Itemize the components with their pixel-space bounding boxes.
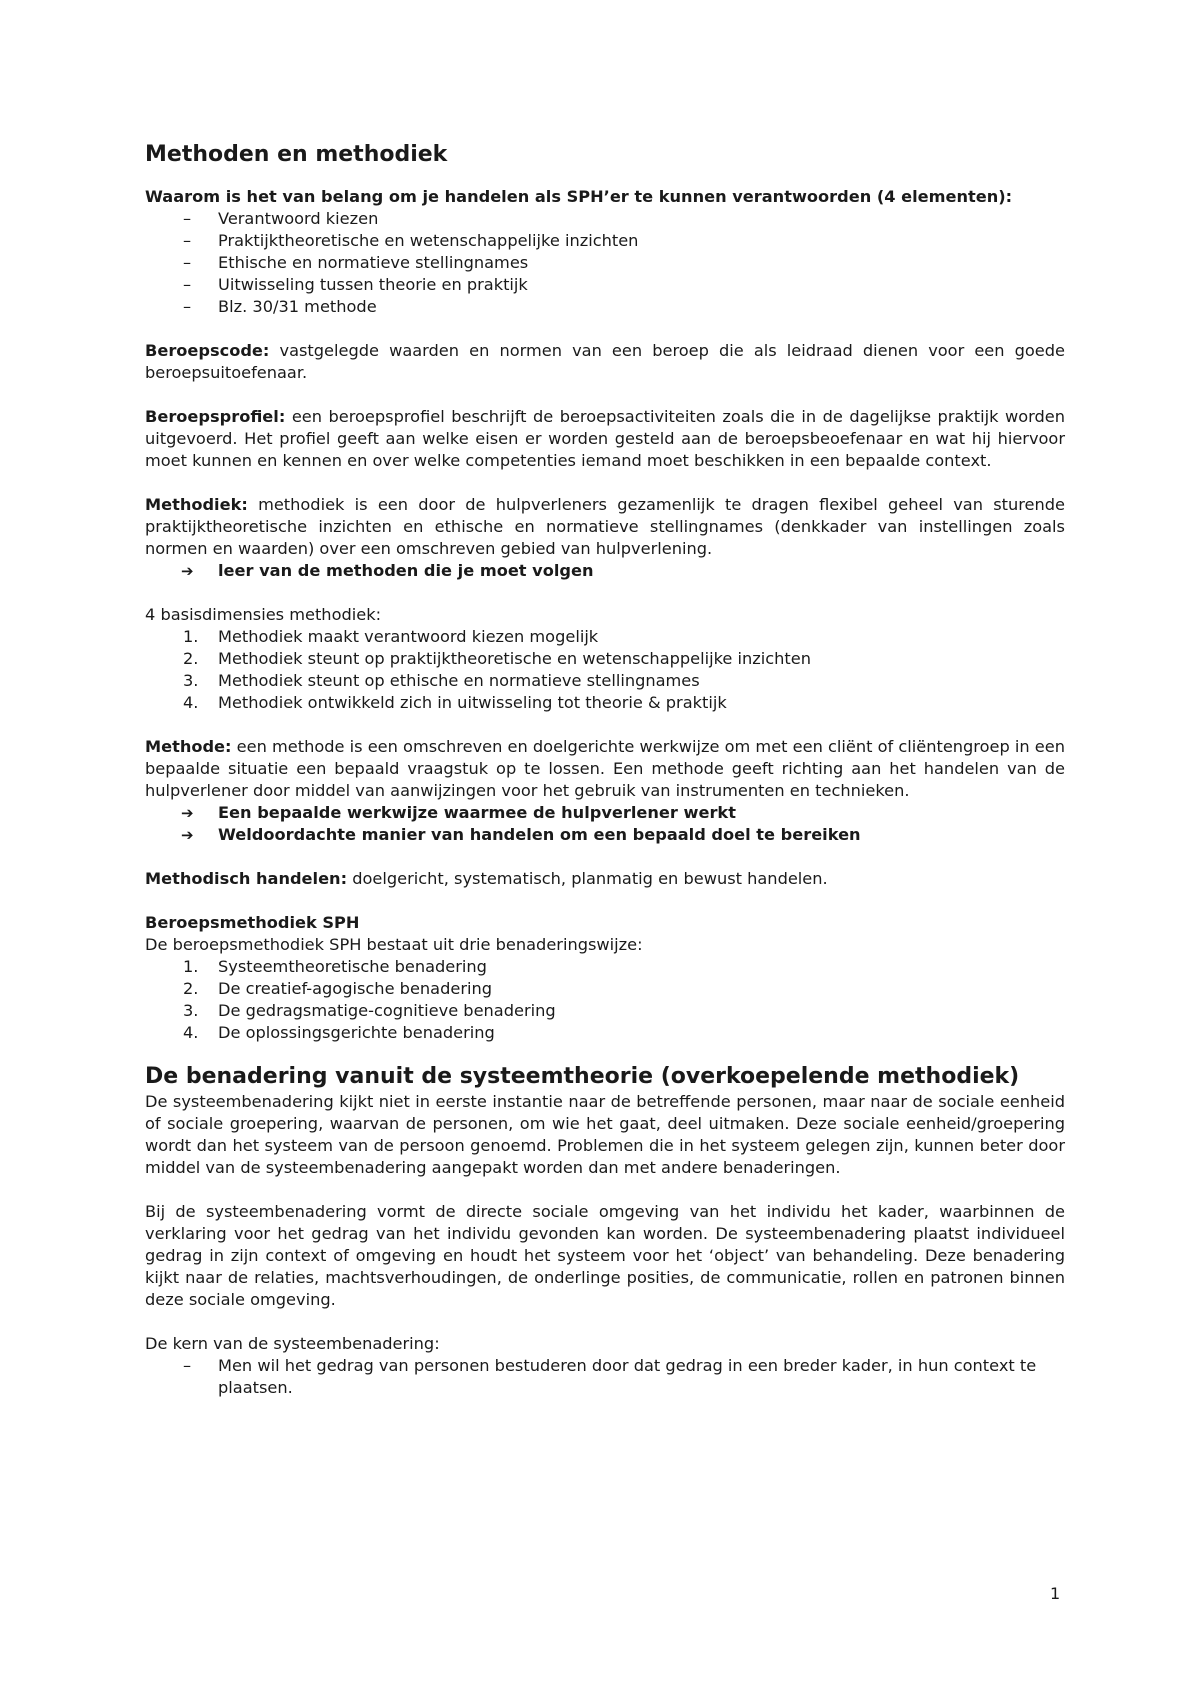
page-title: Methoden en methodiek [145, 142, 448, 167]
page-number: 1 [1050, 1584, 1061, 1603]
term: Beroepscode: [145, 341, 270, 360]
list-item: – Blz. 30/31 methode [183, 297, 377, 316]
list-item: – Verantwoord kiezen [183, 209, 379, 228]
list-item: 4. De oplossingsgerichte benadering [183, 1023, 495, 1042]
list-item: 3. Methodiek steunt op ethische en normatieve stellingnames [183, 671, 700, 690]
arrow-right-icon: ➔ [181, 562, 194, 580]
basisdimensies-label: 4 basisdimensies methodiek: [145, 605, 382, 624]
systeem-paragraph-1: De systeembenadering kijkt niet in eerste instantie naar de betreffende personen, maar naar de sociale eenheid of sociale groepering, waarvan de personen, om wie het gaat, deel uitmaken. Deze sociale eenheid/groepering wordt dan het systeem van de persoon genoemd. Problemen die in het systeem gelegen zijn, kunnen beter door middel van de systeembenadering aangepakt worden dan met andere benaderingen. [145, 1092, 1065, 1177]
methode-arrow-list [145, 802, 1065, 846]
term: Methode: [145, 737, 232, 756]
list-item: 1. Systeemtheoretische benadering [183, 957, 487, 976]
list-item: – Men wil het gedrag van personen bestuderen door dat gedrag in een breder kader, in hun context te plaatsen. [183, 1356, 1037, 1397]
arrow-right-icon: ➔ [181, 804, 194, 822]
methodisch-paragraph: Methodisch handelen: doelgericht, systematisch, planmatig en bewust handelen. [145, 869, 828, 888]
beroepsprofiel-paragraph: Beroepsprofiel: een beroepsprofiel beschrijft de beroepsactiviteiten zoals die in de dagelijkse praktijk worden uitgevoerd. Het profiel geeft aan welke eisen er worden gesteld aan de beroepsbeoefenaar en wat hij hiervoor moet kunnen en kennen en over welke competenties iemand moet beschikken in een bepaalde context. [145, 407, 1065, 470]
dash-bullet: – [183, 297, 192, 316]
list-item: 3. De gedragsmatige-cognitieve benadering [183, 1001, 556, 1020]
dash-bullet: – [183, 253, 192, 272]
basisdimensies-list [145, 626, 1065, 714]
beroepscode-paragraph: Beroepscode: vastgelegde waarden en normen van een beroep die als leidraad dienen voor een goede beroepsuitoefenaar. [145, 341, 1065, 382]
systeem-kern-label: De kern van de systeembenadering: [145, 1334, 440, 1353]
beroepsmethodiek-heading: Beroepsmethodiek SPH [145, 913, 360, 932]
systeem-kern-list [145, 1355, 1065, 1399]
dash-bullet: – [183, 275, 192, 294]
intro-heading: Waarom is het van belang om je handelen als SPH’er te kunnen verantwoorden (4 elementen): [145, 187, 1013, 206]
list-item: 4. Methodiek ontwikkeld zich in uitwisseling tot theorie & praktijk [183, 693, 727, 712]
arrow-right-icon: ➔ [181, 826, 194, 844]
list-item: 2. De creatief-agogische benadering [183, 979, 493, 998]
benaderingen-list [145, 956, 1065, 1044]
list-item: 2. Methodiek steunt op praktijktheoretische en wetenschappelijke inzichten [183, 649, 811, 668]
dash-bullet: – [183, 209, 192, 228]
arrow-item: ➔ Weldoordachte manier van handelen om een bepaald doel te bereiken [181, 825, 861, 844]
systeem-paragraph-2: Bij de systeembenadering vormt de directe sociale omgeving van het individu het kader, waarbinnen de verklaring voor het gedrag van het individu gevonden kan worden. De systeembenadering plaatst individueel gedrag in zijn context of omgeving en houdt het systeem voor het ‘object’ van behandeling. Deze benadering kijkt naar de relaties, machtsverhoudingen, de onderlinge posities, de communicatie, rollen en patronen binnen deze sociale omgeving. [145, 1202, 1065, 1309]
intro-list [145, 208, 1065, 318]
arrow-item: ➔ leer van de methoden die je moet volgen [181, 561, 594, 580]
list-item: – Praktijktheoretische en wetenschappelijke inzichten [183, 231, 639, 250]
arrow-item: ➔ Een bepaalde werkwijze waarmee de hulpverlener werkt [181, 803, 736, 822]
methode-paragraph: Methode: een methode is een omschreven en doelgerichte werkwijze om met een cliënt of cliëntengroep in een bepaalde situatie een bepaald vraagstuk op te lossen. Een methode geeft richting aan het handelen van de hulpverlener door middel van aanwijzingen voor het gebruik van instrumenten en technieken. [145, 737, 1065, 800]
list-item: – Ethische en normatieve stellingnames [183, 253, 529, 272]
beroepsmethodiek-label: De beroepsmethodiek SPH bestaat uit drie benaderingswijze: [145, 935, 643, 954]
term: Methodiek: [145, 495, 248, 514]
page-content [145, 140, 1065, 1399]
dash-bullet: – [183, 1356, 192, 1375]
dash-bullet: – [183, 231, 192, 250]
term: Beroepsprofiel: [145, 407, 286, 426]
list-item: 1. Methodiek maakt verantwoord kiezen mogelijk [183, 627, 599, 646]
methodiek-paragraph: Methodiek: methodiek is een door de hulpverleners gezamenlijk te dragen flexibel geheel van sturende praktijktheoretische inzichten en ethische en normatieve stellingnames (denkkader van instellingen zoals normen en waarden) over een omschreven gebied van hulpverlening. [145, 495, 1065, 558]
term: Methodisch handelen: [145, 869, 348, 888]
section-heading: De benadering vanuit de systeemtheorie (overkoepelende methodiek) [145, 1064, 1020, 1089]
list-item: – Uitwisseling tussen theorie en praktijk [183, 275, 528, 294]
methodiek-arrow-list [145, 560, 1065, 582]
